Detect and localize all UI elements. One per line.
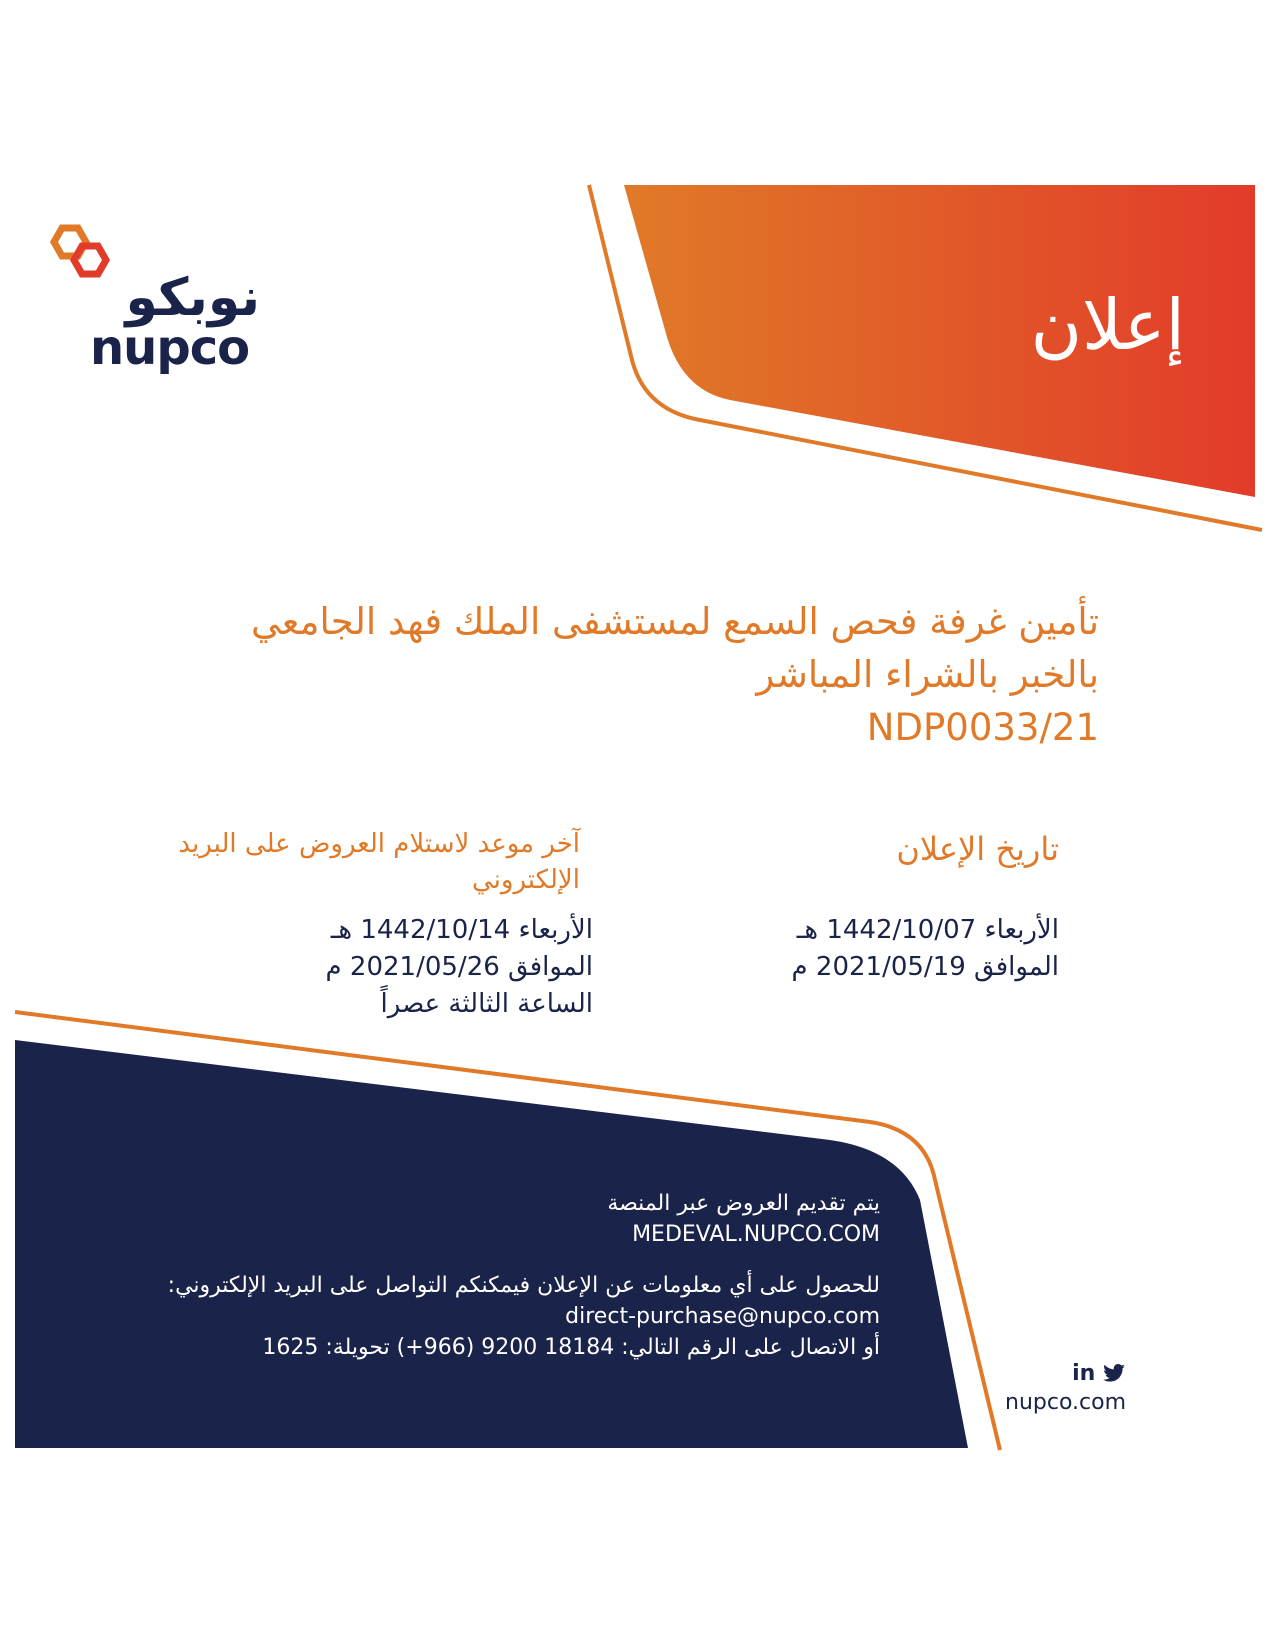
deadline-heading: آخر موعد لاستلام العروض على البريد الإلكتروني	[178, 829, 580, 895]
project-title-line2: بالخبر بالشراء المباشر	[756, 653, 1099, 696]
social-icons	[1005, 1361, 1125, 1386]
project-code: NDP0033/21	[866, 706, 1099, 749]
project-title	[119, 595, 1099, 754]
logo-name-english: nupco	[90, 320, 250, 376]
deadline-hijri-date: الأربعاء 1442/10/14 هـ	[330, 915, 593, 945]
deadline-date	[326, 912, 593, 1023]
logo-name-arabic: نوبكو	[125, 268, 260, 328]
announcement-date	[792, 912, 1059, 986]
website-link[interactable]: nupco.com	[1005, 1390, 1126, 1415]
banner-title: إعلان	[1030, 284, 1185, 366]
phone-line: أو الاتصال على الرقم التالي: 18184 9200 (966+) تحويلة: 1625	[262, 1335, 880, 1360]
info-line: للحصول على أي معلومات عن الإعلان فيمكنكم التواصل على البريد الإلكتروني:	[167, 1273, 880, 1298]
email-link[interactable]: direct-purchase@nupco.com	[565, 1304, 880, 1329]
linkedin-icon[interactable]: in	[1072, 1361, 1096, 1386]
footer-contact	[120, 1188, 880, 1363]
platform-link[interactable]: MEDEVAL.NUPCO.COM	[632, 1222, 880, 1247]
submit-line: يتم تقديم العروض عبر المنصة	[607, 1191, 880, 1216]
twitter-icon[interactable]	[1103, 1364, 1125, 1382]
project-title-line1: تأمين غرفة فحص السمع لمستشفى الملك فهد الجامعي	[250, 600, 1099, 643]
deadline-gregorian-date: الموافق 2021/05/26 م	[325, 952, 593, 982]
nupco-logo	[50, 228, 260, 376]
social-block	[1005, 1361, 1125, 1415]
announcement-hijri-date: الأربعاء 1442/10/07 هـ	[796, 915, 1059, 945]
announcement-gregorian-date: الموافق 2021/05/19 م	[791, 952, 1059, 982]
deadline-time: الساعة الثالثة عصراً	[380, 989, 593, 1019]
announcement-date-heading: تاريخ الإعلان	[896, 830, 1059, 868]
